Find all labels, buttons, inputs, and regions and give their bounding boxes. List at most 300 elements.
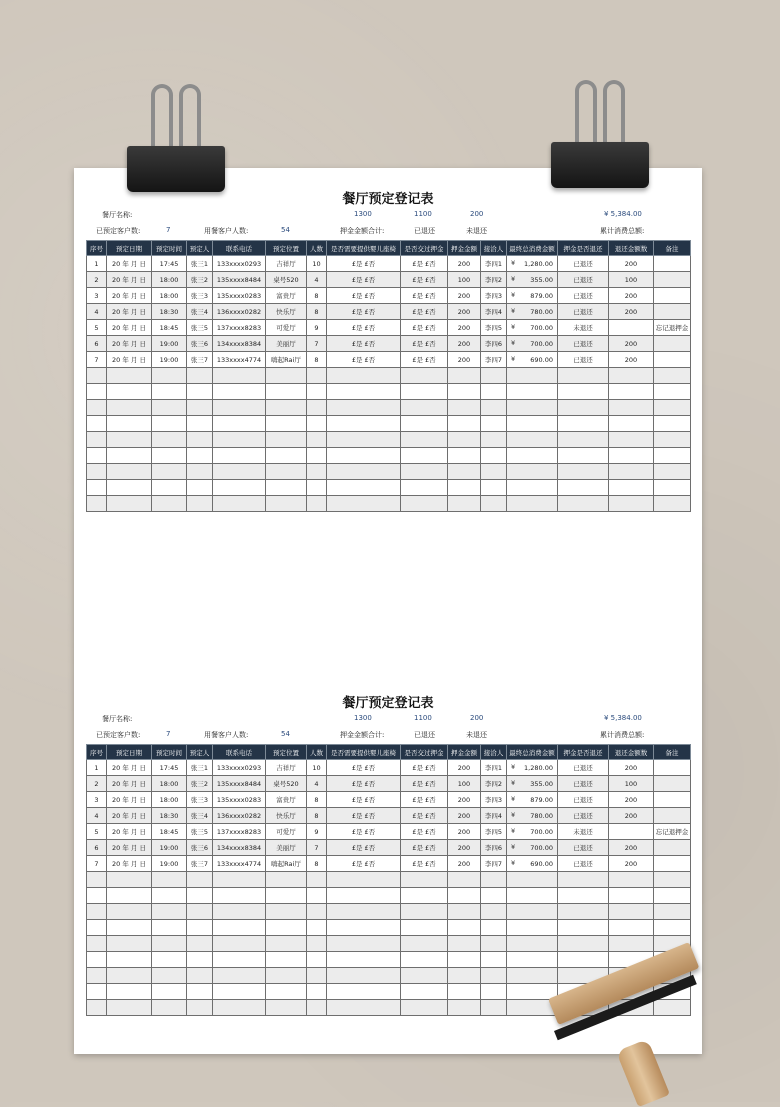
- cell-time: [152, 496, 187, 512]
- cell-guests: [307, 968, 327, 984]
- cell-time: 18:45: [152, 320, 187, 336]
- cell-deposit: [448, 872, 481, 888]
- cell-phone: 135xxxx8484: [213, 776, 266, 792]
- cell-time: [152, 368, 187, 384]
- table-row: [87, 776, 691, 792]
- cell-guests: 8: [307, 352, 327, 368]
- cell-note: [654, 352, 691, 368]
- cell-phone: [213, 480, 266, 496]
- cell-returned: [558, 432, 609, 448]
- cell-phone: [213, 920, 266, 936]
- cell-contact: 李四6: [481, 840, 507, 856]
- cell-total: [507, 824, 558, 840]
- reservation-form-bottom: [86, 694, 690, 1016]
- cell-contact: 李四7: [481, 352, 507, 368]
- column-header: 最终总消费金额: [507, 241, 558, 256]
- spend-total-label: 累计消费总额:: [600, 227, 645, 235]
- dining-guests-label: 用餐客户人数:: [204, 731, 249, 739]
- dining-guests-value: 54: [281, 226, 290, 234]
- currency-symbol: ¥: [511, 259, 516, 267]
- cell-phone: 133xxxx4774: [213, 856, 266, 872]
- cell-deposit-paid: [401, 872, 448, 888]
- table-row: [87, 936, 691, 952]
- cell-contact: [481, 920, 507, 936]
- cell-no: [87, 400, 107, 416]
- booked-customers-label: 已预定客户数:: [96, 227, 141, 235]
- returned-deposit-value: 1100: [414, 714, 432, 722]
- cell-note: 忘记退押金: [654, 824, 691, 840]
- column-header: 序号: [87, 241, 107, 256]
- cell-deposit: [448, 920, 481, 936]
- cell-no: 4: [87, 808, 107, 824]
- cell-note: [654, 480, 691, 496]
- cell-contact: 李四3: [481, 288, 507, 304]
- cell-phone: 136xxxx0282: [213, 304, 266, 320]
- cell-deposit-paid: £是 £否: [401, 288, 448, 304]
- cell-date: [107, 448, 152, 464]
- restaurant-name-label: 餐厅名称:: [102, 211, 133, 219]
- cell-total: [507, 856, 558, 872]
- binder-clip-plate: [127, 146, 225, 192]
- cell-time: 19:00: [152, 352, 187, 368]
- cell-return-amount: 200: [609, 288, 654, 304]
- amount-value: 879.00: [530, 795, 553, 804]
- cell-phone: [213, 384, 266, 400]
- currency-symbol: ¥: [511, 859, 516, 867]
- column-header: 退还金额数: [609, 241, 654, 256]
- cell-booker: [187, 400, 213, 416]
- cell-phone: [213, 888, 266, 904]
- cell-return-amount: 200: [609, 304, 654, 320]
- cell-baby-seat: £是 £否: [327, 776, 401, 792]
- cell-no: 6: [87, 840, 107, 856]
- cell-return-amount: 200: [609, 808, 654, 824]
- cell-deposit: [448, 368, 481, 384]
- cell-booker: [187, 368, 213, 384]
- cell-deposit-paid: £是 £否: [401, 272, 448, 288]
- cell-booker: [187, 984, 213, 1000]
- cell-return-amount: 200: [609, 856, 654, 872]
- cell-return-amount: [609, 400, 654, 416]
- cell-contact: 李四5: [481, 824, 507, 840]
- cell-deposit: 200: [448, 304, 481, 320]
- cell-deposit-paid: £是 £否: [401, 320, 448, 336]
- cell-contact: [481, 448, 507, 464]
- booked-customers-value: 7: [166, 730, 171, 738]
- cell-return-amount: 100: [609, 272, 654, 288]
- currency-symbol: ¥: [511, 795, 516, 803]
- cell-guests: [307, 496, 327, 512]
- cell-time: 18:30: [152, 808, 187, 824]
- cell-contact: [481, 432, 507, 448]
- cell-return-amount: [609, 384, 654, 400]
- column-header: 人数: [307, 745, 327, 760]
- cell-baby-seat: [327, 448, 401, 464]
- cell-total: [507, 760, 558, 776]
- cell-location: [266, 416, 307, 432]
- cell-booker: [187, 920, 213, 936]
- cell-return-amount: [609, 320, 654, 336]
- cell-time: [152, 384, 187, 400]
- cell-return-amount: [609, 888, 654, 904]
- cell-booker: 张三2: [187, 272, 213, 288]
- cell-returned: 已退还: [558, 856, 609, 872]
- cell-note: [654, 400, 691, 416]
- cell-phone: [213, 872, 266, 888]
- cell-booker: 张三3: [187, 288, 213, 304]
- cell-no: 6: [87, 336, 107, 352]
- cell-location: 美丽厅: [266, 840, 307, 856]
- cell-deposit: [448, 984, 481, 1000]
- column-header: 是否需要提供婴儿座椅: [327, 241, 401, 256]
- cell-deposit: 200: [448, 760, 481, 776]
- cell-deposit: [448, 384, 481, 400]
- cell-phone: [213, 368, 266, 384]
- cell-booker: [187, 936, 213, 952]
- cell-baby-seat: [327, 936, 401, 952]
- cell-time: 18:00: [152, 272, 187, 288]
- cell-total: [507, 952, 558, 968]
- cell-location: 嗨起Rai厅: [266, 856, 307, 872]
- cell-no: [87, 464, 107, 480]
- column-header: 押金金额: [448, 241, 481, 256]
- cell-deposit-paid: [401, 384, 448, 400]
- cell-note: [654, 808, 691, 824]
- cell-booker: 张三2: [187, 776, 213, 792]
- cell-deposit: [448, 1000, 481, 1016]
- unreturned-deposit-value: 200: [470, 714, 484, 722]
- cell-deposit-paid: [401, 480, 448, 496]
- table-row: [87, 840, 691, 856]
- cell-total: [507, 400, 558, 416]
- cell-location: [266, 920, 307, 936]
- cell-returned: [558, 872, 609, 888]
- cell-deposit: 200: [448, 808, 481, 824]
- cell-phone: 137xxxx8283: [213, 320, 266, 336]
- currency-symbol: ¥: [511, 323, 516, 331]
- cell-baby-seat: [327, 368, 401, 384]
- cell-location: [266, 400, 307, 416]
- cell-contact: [481, 368, 507, 384]
- table-row: [87, 288, 691, 304]
- cell-deposit-paid: £是 £否: [401, 776, 448, 792]
- cell-returned: 已退还: [558, 256, 609, 272]
- cell-phone: [213, 904, 266, 920]
- cell-location: [266, 904, 307, 920]
- cell-return-amount: 100: [609, 776, 654, 792]
- cell-deposit-paid: £是 £否: [401, 792, 448, 808]
- cell-deposit-paid: £是 £否: [401, 840, 448, 856]
- cell-guests: 8: [307, 856, 327, 872]
- cell-no: 3: [87, 288, 107, 304]
- reservation-rows: [87, 256, 691, 512]
- amount-value: 879.00: [530, 291, 553, 300]
- cell-returned: [558, 448, 609, 464]
- cell-deposit: [448, 968, 481, 984]
- cell-deposit: [448, 496, 481, 512]
- cell-location: [266, 888, 307, 904]
- cell-guests: [307, 416, 327, 432]
- cell-returned: 已退还: [558, 760, 609, 776]
- cell-date: [107, 432, 152, 448]
- column-header: 是否需要提供婴儿座椅: [327, 745, 401, 760]
- cell-deposit: [448, 936, 481, 952]
- cell-location: 可爱厅: [266, 824, 307, 840]
- cell-deposit: [448, 432, 481, 448]
- cell-phone: [213, 400, 266, 416]
- cell-booker: 张三6: [187, 840, 213, 856]
- cell-date: 20 年 月 日: [107, 272, 152, 288]
- cell-booker: [187, 968, 213, 984]
- cell-returned: 已退还: [558, 336, 609, 352]
- cell-return-amount: [609, 904, 654, 920]
- cell-deposit: [448, 464, 481, 480]
- column-header: 预定人: [187, 745, 213, 760]
- cell-contact: 李四7: [481, 856, 507, 872]
- amount-value: 780.00: [530, 307, 553, 316]
- cell-return-amount: [609, 464, 654, 480]
- amount-value: 1,280.00: [524, 763, 553, 772]
- cell-baby-seat: £是 £否: [327, 856, 401, 872]
- booked-customers-value: 7: [166, 226, 171, 234]
- cell-baby-seat: [327, 384, 401, 400]
- cell-guests: 7: [307, 336, 327, 352]
- cell-guests: 10: [307, 760, 327, 776]
- cell-deposit-paid: [401, 448, 448, 464]
- cell-time: [152, 952, 187, 968]
- cell-phone: [213, 448, 266, 464]
- cell-time: [152, 920, 187, 936]
- reservation-table: [86, 744, 691, 1016]
- cell-location: [266, 368, 307, 384]
- cell-return-amount: [609, 368, 654, 384]
- table-header-row: [87, 241, 691, 256]
- reservation-table: [86, 240, 691, 512]
- cell-return-amount: [609, 936, 654, 952]
- currency-symbol: ¥: [511, 275, 516, 283]
- cell-no: 1: [87, 760, 107, 776]
- cell-contact: [481, 984, 507, 1000]
- cell-note: [654, 256, 691, 272]
- cell-phone: [213, 1000, 266, 1016]
- cell-guests: 7: [307, 840, 327, 856]
- cell-location: [266, 480, 307, 496]
- cell-total: [507, 288, 558, 304]
- cell-baby-seat: [327, 480, 401, 496]
- cell-booker: 张三1: [187, 760, 213, 776]
- cell-returned: 已退还: [558, 776, 609, 792]
- cell-phone: [213, 968, 266, 984]
- cell-deposit: 100: [448, 776, 481, 792]
- cell-baby-seat: £是 £否: [327, 320, 401, 336]
- cell-deposit-paid: £是 £否: [401, 808, 448, 824]
- cell-time: [152, 432, 187, 448]
- cell-phone: [213, 936, 266, 952]
- cell-booker: 张三5: [187, 824, 213, 840]
- cell-note: [654, 288, 691, 304]
- cell-guests: [307, 984, 327, 1000]
- cell-deposit: 200: [448, 824, 481, 840]
- cell-returned: [558, 920, 609, 936]
- cell-return-amount: 200: [609, 336, 654, 352]
- cell-return-amount: 200: [609, 760, 654, 776]
- cell-baby-seat: [327, 416, 401, 432]
- cell-contact: 李四2: [481, 272, 507, 288]
- cell-return-amount: [609, 920, 654, 936]
- cell-no: [87, 984, 107, 1000]
- cell-phone: 135xxxx0283: [213, 792, 266, 808]
- cell-total: [507, 480, 558, 496]
- table-row: [87, 480, 691, 496]
- table-row: [87, 952, 691, 968]
- cell-phone: 136xxxx0282: [213, 808, 266, 824]
- cell-time: [152, 464, 187, 480]
- cell-date: 20 年 月 日: [107, 856, 152, 872]
- cell-deposit: [448, 416, 481, 432]
- cell-return-amount: [609, 448, 654, 464]
- table-row: [87, 496, 691, 512]
- cell-deposit: [448, 448, 481, 464]
- cell-phone: [213, 496, 266, 512]
- amount-value: 700.00: [530, 323, 553, 332]
- cell-date: [107, 904, 152, 920]
- table-row: [87, 872, 691, 888]
- table-row: [87, 304, 691, 320]
- cell-returned: 未退还: [558, 320, 609, 336]
- cell-time: [152, 400, 187, 416]
- cell-guests: 8: [307, 288, 327, 304]
- cell-returned: 未退还: [558, 824, 609, 840]
- cell-returned: [558, 904, 609, 920]
- column-header: 预定时间: [152, 745, 187, 760]
- cell-note: [654, 840, 691, 856]
- cell-return-amount: [609, 872, 654, 888]
- currency-symbol: ¥: [511, 339, 516, 347]
- cell-baby-seat: [327, 1000, 401, 1016]
- cell-contact: 李四3: [481, 792, 507, 808]
- cell-returned: [558, 480, 609, 496]
- cell-location: 快乐厅: [266, 808, 307, 824]
- cell-baby-seat: [327, 920, 401, 936]
- amount-value: 700.00: [530, 339, 553, 348]
- cell-note: [654, 304, 691, 320]
- cell-no: 1: [87, 256, 107, 272]
- cell-time: [152, 448, 187, 464]
- cell-location: 吉祥厅: [266, 256, 307, 272]
- cell-return-amount: [609, 480, 654, 496]
- cell-deposit-paid: [401, 400, 448, 416]
- table-row: [87, 368, 691, 384]
- table-row: [87, 336, 691, 352]
- cell-note: [654, 464, 691, 480]
- cell-returned: [558, 952, 609, 968]
- cell-no: [87, 496, 107, 512]
- cell-deposit: [448, 480, 481, 496]
- table-row: [87, 320, 691, 336]
- cell-total: [507, 352, 558, 368]
- cell-total: [507, 808, 558, 824]
- cell-guests: 9: [307, 320, 327, 336]
- form-title: 餐厅预定登记表: [342, 192, 434, 207]
- cell-note: [654, 496, 691, 512]
- cell-date: [107, 920, 152, 936]
- cell-booker: [187, 496, 213, 512]
- cell-baby-seat: £是 £否: [327, 352, 401, 368]
- amount-value: 700.00: [530, 843, 553, 852]
- cell-deposit-paid: £是 £否: [401, 856, 448, 872]
- cell-total: [507, 448, 558, 464]
- binder-clip-plate: [551, 142, 649, 188]
- cell-return-amount: 200: [609, 352, 654, 368]
- column-header: 最终总消费金额: [507, 745, 558, 760]
- cell-note: [654, 920, 691, 936]
- cell-deposit-paid: £是 £否: [401, 304, 448, 320]
- cell-time: [152, 936, 187, 952]
- cell-location: [266, 1000, 307, 1016]
- cell-returned: 已退还: [558, 304, 609, 320]
- cell-no: [87, 904, 107, 920]
- dining-guests-label: 用餐客户人数:: [204, 227, 249, 235]
- cell-time: [152, 416, 187, 432]
- table-row: [87, 448, 691, 464]
- cell-contact: 李四2: [481, 776, 507, 792]
- deposit-total-value: 1300: [354, 210, 372, 218]
- cell-guests: [307, 384, 327, 400]
- cell-baby-seat: [327, 968, 401, 984]
- cell-total: [507, 256, 558, 272]
- unreturned-deposit-value: 200: [470, 210, 484, 218]
- cell-return-amount: [609, 824, 654, 840]
- cell-contact: 李四1: [481, 256, 507, 272]
- cell-time: 19:00: [152, 336, 187, 352]
- cell-baby-seat: [327, 432, 401, 448]
- cell-returned: 已退还: [558, 272, 609, 288]
- cell-guests: 8: [307, 808, 327, 824]
- cell-note: [654, 856, 691, 872]
- cell-location: [266, 464, 307, 480]
- cell-total: [507, 384, 558, 400]
- cell-date: 20 年 月 日: [107, 808, 152, 824]
- cell-time: [152, 1000, 187, 1016]
- cell-guests: [307, 448, 327, 464]
- cell-note: [654, 872, 691, 888]
- cell-contact: [481, 400, 507, 416]
- returned-label: 已退还: [414, 731, 435, 739]
- cell-contact: [481, 872, 507, 888]
- deposit-total-label: 押金金额合计:: [340, 731, 385, 739]
- cell-no: [87, 448, 107, 464]
- cell-guests: [307, 952, 327, 968]
- cell-booker: [187, 448, 213, 464]
- cell-date: 20 年 月 日: [107, 288, 152, 304]
- cell-returned: [558, 464, 609, 480]
- cell-phone: 133xxxx0293: [213, 256, 266, 272]
- cell-guests: 8: [307, 792, 327, 808]
- cell-returned: 已退还: [558, 288, 609, 304]
- cell-location: 美丽厅: [266, 336, 307, 352]
- cell-time: [152, 968, 187, 984]
- cell-booker: 张三7: [187, 856, 213, 872]
- cell-booker: [187, 432, 213, 448]
- cell-guests: [307, 904, 327, 920]
- cell-guests: 9: [307, 824, 327, 840]
- spend-total-value: ¥ 5,384.00: [604, 210, 642, 218]
- cell-deposit: [448, 952, 481, 968]
- cell-note: [654, 904, 691, 920]
- cell-baby-seat: [327, 952, 401, 968]
- cell-deposit-paid: [401, 368, 448, 384]
- cell-contact: [481, 416, 507, 432]
